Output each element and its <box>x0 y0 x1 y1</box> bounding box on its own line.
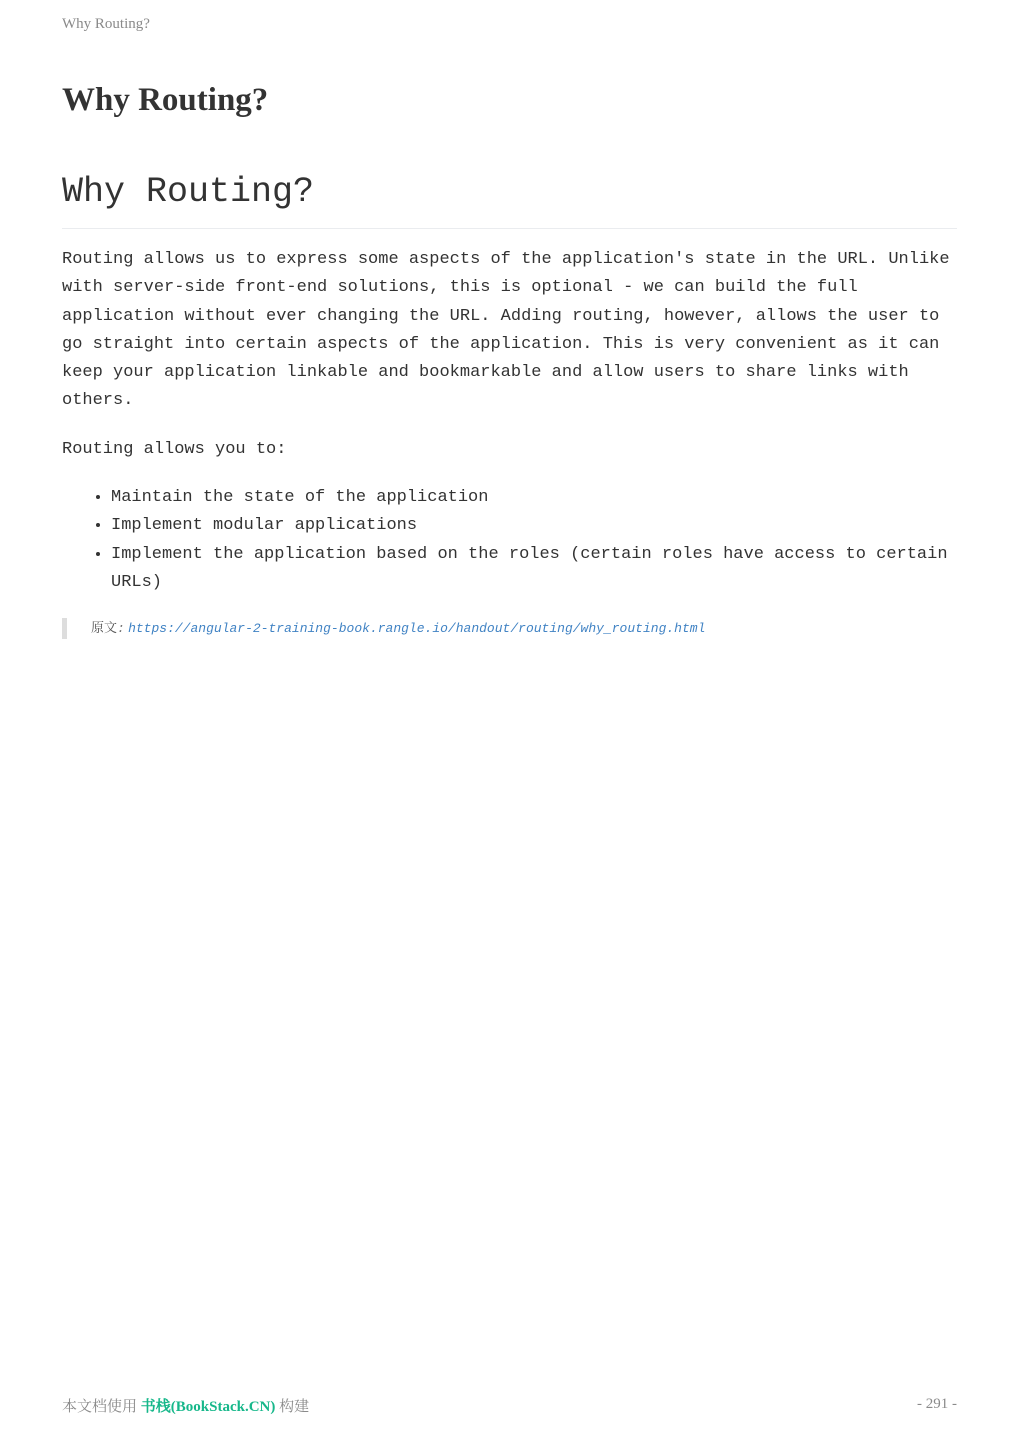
list-intro-paragraph: Routing allows you to: <box>62 439 287 459</box>
source-link[interactable]: https://angular-2-training-book.rangle.io/handout/routing/why_routing.html <box>128 621 706 636</box>
section-heading: Why Routing? <box>62 170 957 229</box>
page-number: - 291 - <box>917 1396 957 1412</box>
benefits-list <box>62 484 957 597</box>
footer-suffix: 构建 <box>279 1397 310 1415</box>
list-item: • Implement modular applications <box>111 512 957 540</box>
article-body <box>62 246 957 617</box>
source-label: 原文 <box>91 621 118 636</box>
source-colon: : <box>117 621 125 636</box>
footer-prefix: 本文档使用 <box>62 1397 138 1415</box>
list-item: • Maintain the state of the application <box>111 484 957 512</box>
intro-paragraph: Routing allows us to express some aspects of the application's state in the URL. Unlike with server-side front-end solutions, this is optional - we can build the full application without ever changing the URL. Adding routing, however, allows the user to go straight into certain aspects of the application. This is very convenient as it can keep your application linkable and bookmarkable and allow users to share links with others. <box>62 250 950 411</box>
footer-credit <box>62 1395 309 1416</box>
running-header: Why Routing? <box>62 16 150 32</box>
list-item: • Implement the application based on the roles (certain roles have access to certain URLs) <box>111 541 957 598</box>
source-blockquote <box>62 618 705 639</box>
footer-brand-link[interactable]: 书栈(BookStack.CN) <box>140 1399 276 1415</box>
page-title: Why Routing? <box>62 82 269 118</box>
